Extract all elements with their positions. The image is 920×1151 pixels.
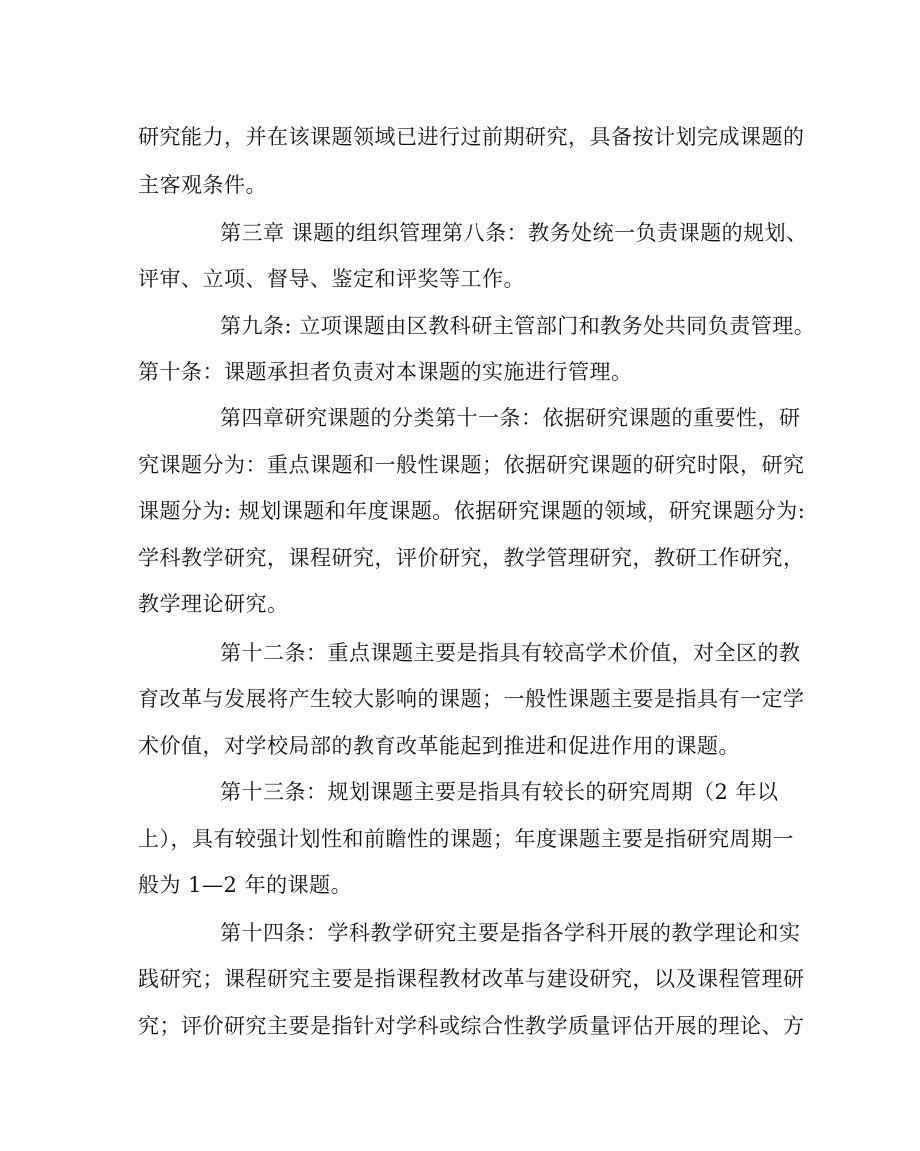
text-line: 主客观条件。 bbox=[138, 173, 267, 197]
text-line: 第十条：课题承担者负责对本课题的实施进行管理。 bbox=[138, 360, 633, 384]
text-line: 第四章研究课题的分类第十一条：依据研究课题的重要性，研 bbox=[220, 406, 801, 430]
text-line: 第九条: 立项课题由区教科研主管部门和教务处共同负责管理。 bbox=[220, 314, 816, 338]
text-line: 究；评价研究主要是指针对学科或综合性教学质量评估开展的理论、方 bbox=[138, 1014, 805, 1038]
text-line: 究课题分为：重点课题和一般性课题；依据研究课题的研究时限，研究 bbox=[138, 453, 805, 477]
text-line: 般为 1—2 年的课题。 bbox=[138, 873, 353, 897]
text-line: 育改革与发展将产生较大影响的课题；一般性课题主要是指具有一定学 bbox=[138, 687, 805, 711]
text-line: 研究能力，并在该课题领域已进行过前期研究，具备按计划完成课题的 bbox=[138, 125, 805, 149]
text-line: 学科教学研究，课程研究，评价研究，教学管理研究，教研工作研究， bbox=[138, 546, 805, 570]
text-line: 践研究；课程研究主要是指课程教材改革与建设研究，以及课程管理研 bbox=[138, 967, 805, 991]
text-line: 评审、立项、督导、鉴定和评奖等工作。 bbox=[138, 267, 525, 291]
text-line: 第十二条：重点课题主要是指具有较高学术价值，对全区的教 bbox=[220, 641, 801, 665]
text-line: 第十三条：规划课题主要是指具有较长的研究周期（2 年以 bbox=[220, 780, 779, 804]
text-line: 课题分为: 规划课题和年度课题。依据研究课题的领域，研究课题分为: bbox=[138, 499, 806, 523]
text-line: 术价值，对学校局部的教育改革能起到推进和促进作用的课题。 bbox=[138, 734, 740, 758]
text-line: 第三章 课题的组织管理第八条：教务处统一负责课题的规划、 bbox=[220, 221, 808, 245]
text-line: 第十四条：学科教学研究主要是指各学科开展的教学理论和实 bbox=[220, 921, 801, 945]
text-line: 教学理论研究。 bbox=[138, 592, 289, 616]
text-line: 上），具有较强计划性和前瞻性的课题；年度课题主要是指研究周期一 bbox=[138, 827, 794, 851]
